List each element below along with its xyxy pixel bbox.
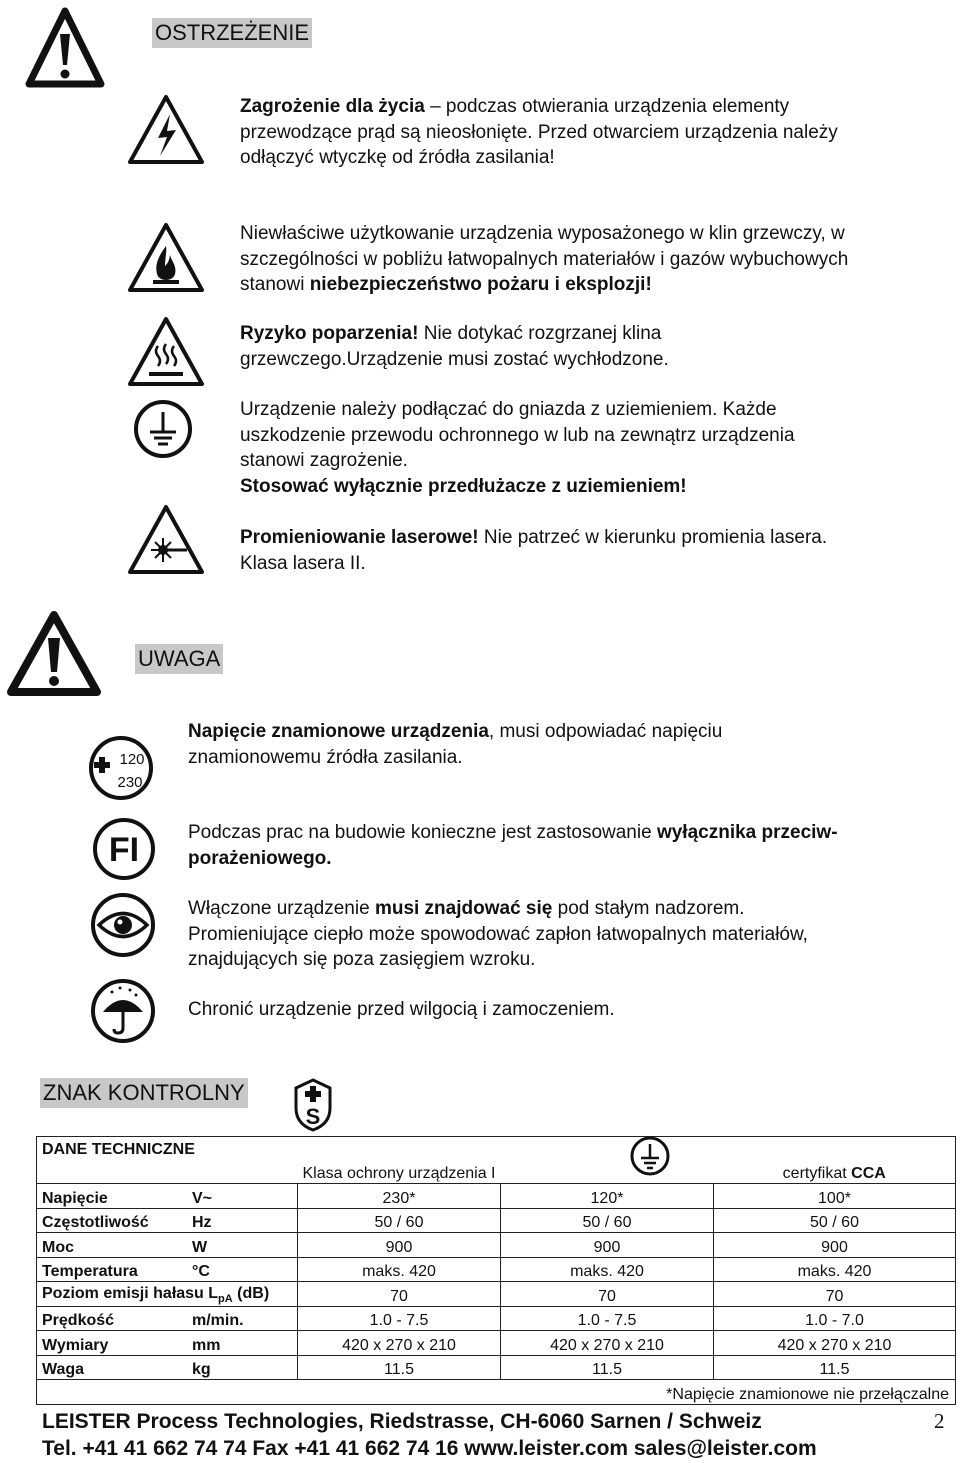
c2-line2: porażeniowego. [188, 847, 332, 869]
p4-line3: stanowi zagrożenie. [240, 450, 408, 471]
c4-text: Chronić urządzenie przed wilgocią i zamoczeniem. [188, 999, 615, 1020]
safety-mark-icon [292, 1078, 334, 1132]
c1-line2: znamionowemu źródła zasilania. [188, 746, 463, 768]
footer-address: LEISTER Process Technologies, Riedstrasse, CH-6060 Sarnen / Schweiz [42, 1410, 762, 1433]
row-value: 900 [298, 1233, 501, 1258]
p3-line2: grzewczego.Urządzenie musi zostać wychłodzone. [240, 348, 669, 370]
spec-row [37, 1257, 956, 1282]
page-number: 2 [934, 1409, 945, 1433]
control-mark-title: ZNAK KONTROLNY [40, 1078, 248, 1108]
spec-row [37, 1282, 956, 1307]
spec-row [37, 1331, 956, 1356]
life-danger-label: Zagrożenie dla życia [240, 96, 425, 117]
c2-line1-pre: Podczas prac na budowie konieczne jest zastosowanie [188, 822, 657, 843]
row-value: 50 / 60 [298, 1208, 501, 1233]
umbrella-moisture-icon [90, 978, 156, 1044]
caution-triangle-icon [8, 612, 100, 696]
p1-line3: odłączyć wtyczkę od źródła zasilania! [240, 147, 555, 168]
row-label: Napięcie [37, 1184, 188, 1209]
row-value: 120* [501, 1184, 714, 1209]
row-value: 900 [714, 1233, 956, 1258]
p1-line2: przewodzące prąd są nieosłonięte. Przed otwarciem urządzenia należy [240, 121, 838, 143]
row-value: 420 x 270 x 210 [714, 1331, 956, 1356]
spec-row [37, 1306, 956, 1331]
p4-line2: uszkodzenie przewodu ochronnego w lub na zewnątrz urządzenia [240, 424, 795, 446]
row-value: 50 / 60 [501, 1208, 714, 1233]
noise-label-sub: pA [218, 1293, 233, 1306]
row-value: 1.0 - 7.5 [501, 1306, 714, 1331]
row-label: Częstotliwość [37, 1208, 188, 1233]
spec-row [37, 1184, 956, 1209]
spec-row [37, 1355, 956, 1380]
c2-line1-bold: wyłącznika przeciw- [656, 822, 838, 843]
p1-line1: – podczas otwierania urządzenia elementy [424, 96, 790, 117]
row-value: maks. 420 [501, 1257, 714, 1282]
grounded-extension-label: Stosować wyłącznie przedłużacze z uziemieniem! [240, 475, 687, 497]
caution-title: UWAGA [135, 644, 223, 674]
noise-label: Poziom emisji hałasu L [42, 1285, 219, 1303]
p5-line2: Klasa lasera II. [240, 552, 366, 574]
p2-line2: szczególności w pobliżu łatwopalnych materiałów i gazów wybuchowych [240, 248, 849, 270]
row-unit: mm [187, 1331, 298, 1356]
spec-row [37, 1208, 956, 1233]
laser-warning-icon [127, 504, 205, 576]
voltage-icon-230: 230 [117, 774, 143, 791]
row-value: 230* [298, 1184, 501, 1209]
electric-shock-icon [127, 94, 205, 166]
row-value: 900 [501, 1233, 714, 1258]
p2-line1: Niewłaściwe użytkowanie urządzenia wyposażonego w klin grzewczy, w [240, 223, 845, 244]
grounding-icon [132, 398, 194, 460]
eye-supervision-icon [90, 892, 156, 958]
c3-line1-bold: musi znajdować się [374, 898, 553, 919]
row-label: Wymiary [37, 1331, 188, 1356]
fire-explosion-label: niebezpieczeństwo pożaru i eksplozji! [309, 274, 652, 295]
warning-title: OSTRZEŻENIE [152, 18, 312, 48]
row-value: maks. 420 [714, 1257, 956, 1282]
technical-data-table [36, 1136, 956, 1405]
row-value: 11.5 [714, 1355, 956, 1380]
row-value: 1.0 - 7.5 [298, 1306, 501, 1331]
svg-text:S: S [305, 1104, 321, 1129]
row-label: Prędkość [37, 1306, 188, 1331]
row-unit: V~ [187, 1184, 298, 1209]
cert-cca: CCA [851, 1165, 886, 1182]
fire-hazard-icon [127, 222, 205, 294]
ground-class-icon [629, 1135, 671, 1177]
row-value: maks. 420 [298, 1257, 501, 1282]
row-value: 420 x 270 x 210 [298, 1331, 501, 1356]
row-unit: W [187, 1233, 298, 1258]
fi-icon-text: FI [108, 831, 140, 869]
row-unit: °C [187, 1257, 298, 1282]
burn-risk-label: Ryzyko poparzenia! [240, 323, 419, 344]
row-value: 70 [298, 1282, 501, 1307]
laser-radiation-label: Promieniowanie laserowe! [240, 527, 479, 548]
row-value: 420 x 270 x 210 [501, 1331, 714, 1356]
row-label: Temperatura [37, 1257, 188, 1282]
rated-voltage-label: Napięcie znamionowe urządzenia [188, 721, 489, 742]
row-unit: Hz [187, 1208, 298, 1233]
row-label: Moc [37, 1233, 188, 1258]
spec-row [37, 1233, 956, 1258]
p4-line1: Urządzenie należy podłączać do gniazda z uziemieniem. Każde [240, 399, 777, 420]
c3-line1-pre: Włączone urządzenie [188, 898, 375, 919]
cert-pre: certyfikat [782, 1165, 852, 1182]
row-value: 50 / 60 [714, 1208, 956, 1233]
row-value: 100* [714, 1184, 956, 1209]
row-value: 1.0 - 7.0 [714, 1306, 956, 1331]
p5-line1: Nie patrzeć w kierunku promienia lasera. [478, 527, 828, 548]
voltage-icon-120: 120 [119, 751, 145, 768]
voltage-icon [88, 735, 154, 801]
row-value: 11.5 [501, 1355, 714, 1380]
row-value: 70 [501, 1282, 714, 1307]
footer-contact: Tel. +41 41 662 74 74 Fax +41 41 662 74 16 www.leister.com sales@leister.com [42, 1437, 817, 1460]
spec-title: DANE TECHNICZNE [37, 1137, 298, 1184]
row-label: Waga [37, 1355, 188, 1380]
hot-surface-icon [127, 316, 205, 388]
c1-line1: , musi odpowiadać napięciu [488, 721, 723, 742]
p3-line1: Nie dotykać rozgrzanej klina [418, 323, 662, 344]
p2-line3-pre: stanowi [240, 274, 310, 295]
fi-breaker-icon [92, 817, 156, 881]
row-value: 11.5 [298, 1355, 501, 1380]
class-label: Klasa ochrony urządzenia I [298, 1137, 501, 1184]
noise-label-post: (dB) [232, 1285, 270, 1303]
row-value: 70 [714, 1282, 956, 1307]
c3-line3: znajdujących się poza zasięgiem wzroku. [188, 949, 536, 970]
warning-triangle-icon [26, 8, 104, 88]
spec-footnote: *Napięcie znamionowe nie przełączalne [37, 1380, 956, 1405]
c3-line2: Promieniujące ciepło może spowodować zapłon łatwopalnych materiałów, [188, 923, 808, 945]
row-unit: m/min. [187, 1306, 298, 1331]
c3-line1-post: pod stałym nadzorem. [552, 898, 745, 919]
row-unit: kg [187, 1355, 298, 1380]
